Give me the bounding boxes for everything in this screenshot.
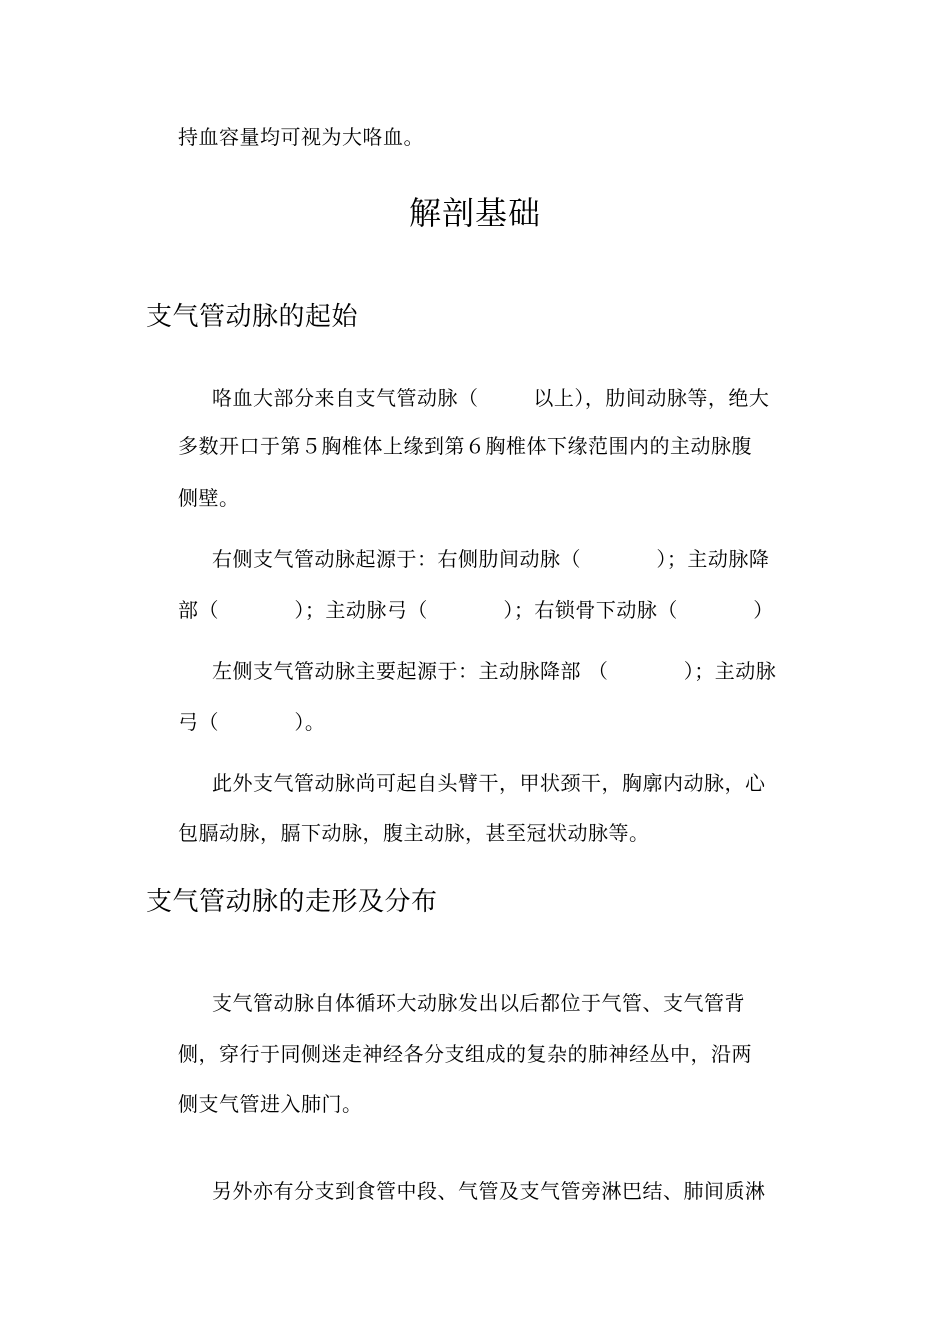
paragraph-line: 部（ ）；主动脉弓（ ）；右锁骨下动脉（ ） [178,598,774,622]
subheading-origin: 支气管动脉的起始 [146,302,359,332]
subheading-course-distribution: 支气管动脉的走形及分布 [146,887,438,917]
paragraph-line: 另外亦有分支到食管中段、气管及支气管旁淋巴结、肺间质淋 [212,1179,766,1203]
paragraph-line: 此外支气管动脉尚可起自头臂干，甲状颈干，胸廓内动脉，心 [212,771,766,795]
paragraph-line: 持血容量均可视为大咯血。 [178,125,424,149]
paragraph-line: 侧支气管进入肺门。 [178,1092,363,1116]
section-title: 解剖基础 [408,194,541,232]
paragraph-line: 侧壁。 [178,486,240,510]
paragraph-line: 支气管动脉自体循环大动脉发出以后都位于气管、支气管背 [212,991,745,1015]
paragraph-line: 右侧支气管动脉起源于：右侧肋间动脉（ ）；主动脉降 [212,547,770,571]
paragraph-line: 左侧支气管动脉主要起源于：主动脉降部 （ ）；主动脉 [212,659,777,683]
paragraph-line: 咯血大部分来自支气管动脉（ 以上），肋间动脉等，绝大 [212,386,770,410]
paragraph-line: 侧，穿行于同侧迷走神经各分支组成的复杂的肺神经丛中，沿两 [178,1042,752,1066]
paragraph-line: 多数开口于第５胸椎体上缘到第６胸椎体下缘范围内的主动脉腹 [178,434,752,458]
paragraph-line: 弓（ ）。 [178,710,326,734]
paragraph-line: 包膈动脉，膈下动脉，腹主动脉，甚至冠状动脉等。 [178,821,650,845]
